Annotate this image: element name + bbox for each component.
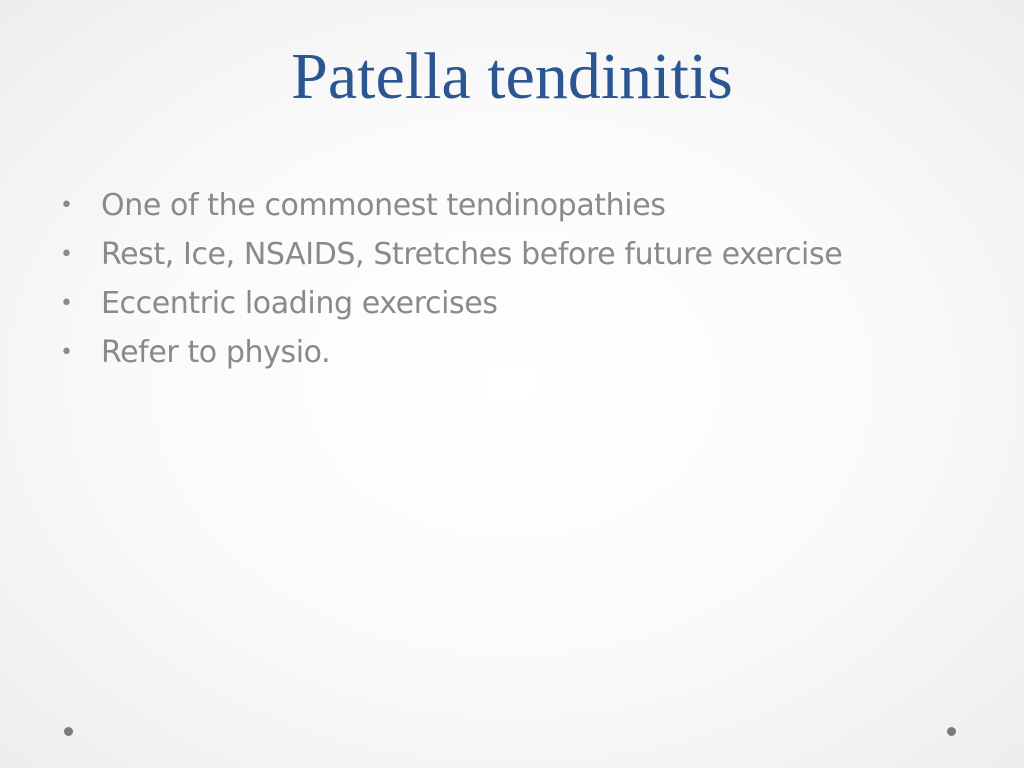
- bullet-icon: •: [60, 291, 73, 316]
- bullet-icon: •: [60, 193, 73, 218]
- bullet-text: One of the commonest tendinopathies: [101, 188, 666, 223]
- bullet-item: [58, 186, 842, 235]
- bullet-list: [58, 186, 842, 382]
- bullet-item: [58, 333, 842, 382]
- bullet-icon: •: [60, 340, 73, 365]
- bullet-item: [58, 284, 842, 333]
- bullet-text: Refer to physio.: [101, 335, 331, 370]
- bullet-text: Eccentric loading exercises: [101, 286, 498, 321]
- decor-dot-icon: [947, 727, 956, 736]
- bullet-icon: •: [60, 242, 73, 267]
- decor-dot-icon: [64, 727, 73, 736]
- bullet-item: [58, 235, 842, 284]
- slide-title: Patella tendinitis: [291, 40, 733, 113]
- bullet-text: Rest, Ice, NSAIDS, Stretches before future exercise: [101, 237, 843, 272]
